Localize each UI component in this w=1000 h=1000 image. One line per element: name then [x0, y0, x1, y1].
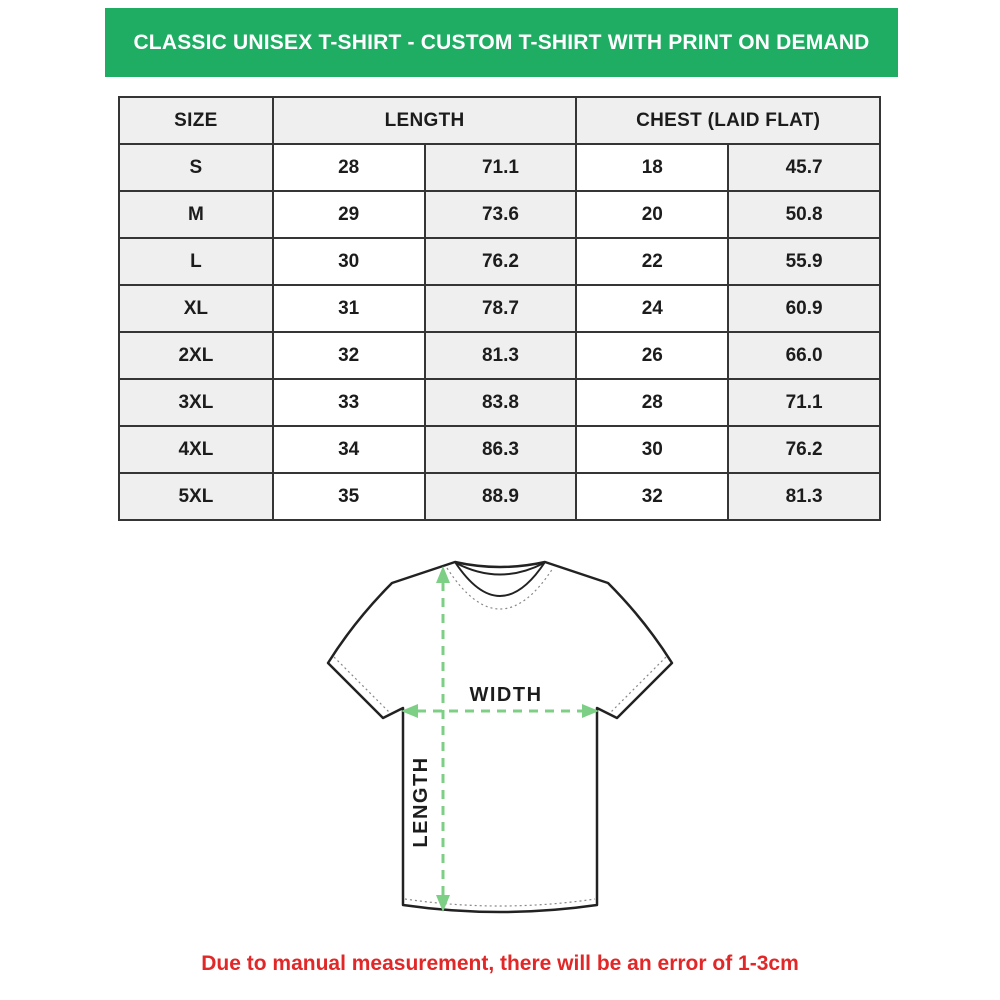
chest-cm-cell: 50.8 — [728, 191, 880, 238]
length-in-cell: 30 — [273, 238, 425, 285]
length-in-cell: 35 — [273, 473, 425, 520]
size-cell: S — [119, 144, 273, 191]
size-cell: 3XL — [119, 379, 273, 426]
length-cm-cell: 81.3 — [425, 332, 577, 379]
length-in-cell: 33 — [273, 379, 425, 426]
chest-cm-cell: 60.9 — [728, 285, 880, 332]
chest-cm-cell: 45.7 — [728, 144, 880, 191]
table-row — [119, 473, 880, 520]
tshirt-measurement-diagram — [315, 550, 685, 940]
length-cm-cell: 73.6 — [425, 191, 577, 238]
chest-in-cell: 26 — [576, 332, 728, 379]
length-label: LENGTH — [410, 756, 432, 848]
chest-in-cell: 30 — [576, 426, 728, 473]
length-cm-cell: 88.9 — [425, 473, 577, 520]
size-cell: 4XL — [119, 426, 273, 473]
header-chest: CHEST (LAID FLAT) — [576, 97, 880, 144]
length-in-cell: 28 — [273, 144, 425, 191]
table-row — [119, 191, 880, 238]
width-label: WIDTH — [469, 684, 543, 706]
chest-cm-cell: 76.2 — [728, 426, 880, 473]
chest-in-cell: 32 — [576, 473, 728, 520]
length-cm-cell: 86.3 — [425, 426, 577, 473]
size-cell: XL — [119, 285, 273, 332]
length-cm-cell: 78.7 — [425, 285, 577, 332]
chest-in-cell: 24 — [576, 285, 728, 332]
table-row — [119, 379, 880, 426]
table-row — [119, 426, 880, 473]
size-cell: 2XL — [119, 332, 273, 379]
chest-in-cell: 28 — [576, 379, 728, 426]
tshirt-outline-shape — [328, 562, 672, 912]
length-in-cell: 32 — [273, 332, 425, 379]
length-cm-cell: 83.8 — [425, 379, 577, 426]
table-row — [119, 332, 880, 379]
header-length: LENGTH — [273, 97, 577, 144]
size-cell: 5XL — [119, 473, 273, 520]
length-in-cell: 29 — [273, 191, 425, 238]
table-row — [119, 285, 880, 332]
chest-cm-cell: 66.0 — [728, 332, 880, 379]
length-cm-cell: 76.2 — [425, 238, 577, 285]
chest-cm-cell: 81.3 — [728, 473, 880, 520]
length-cm-cell: 71.1 — [425, 144, 577, 191]
chest-in-cell: 20 — [576, 191, 728, 238]
header-size: SIZE — [119, 97, 273, 144]
page-title: CLASSIC UNISEX T-SHIRT - CUSTOM T-SHIRT WITH PRINT ON DEMAND — [133, 30, 870, 54]
length-in-cell: 34 — [273, 426, 425, 473]
table-row — [119, 238, 880, 285]
chest-cm-cell: 55.9 — [728, 238, 880, 285]
length-in-cell: 31 — [273, 285, 425, 332]
chest-cm-cell: 71.1 — [728, 379, 880, 426]
title-banner — [105, 8, 898, 77]
size-cell: M — [119, 191, 273, 238]
measurement-disclaimer: Due to manual measurement, there will be an error of 1-3cm — [201, 952, 799, 975]
table-row — [119, 144, 880, 191]
size-chart-table — [118, 96, 881, 521]
chest-in-cell: 18 — [576, 144, 728, 191]
table-header-row — [119, 97, 880, 144]
chest-in-cell: 22 — [576, 238, 728, 285]
size-cell: L — [119, 238, 273, 285]
